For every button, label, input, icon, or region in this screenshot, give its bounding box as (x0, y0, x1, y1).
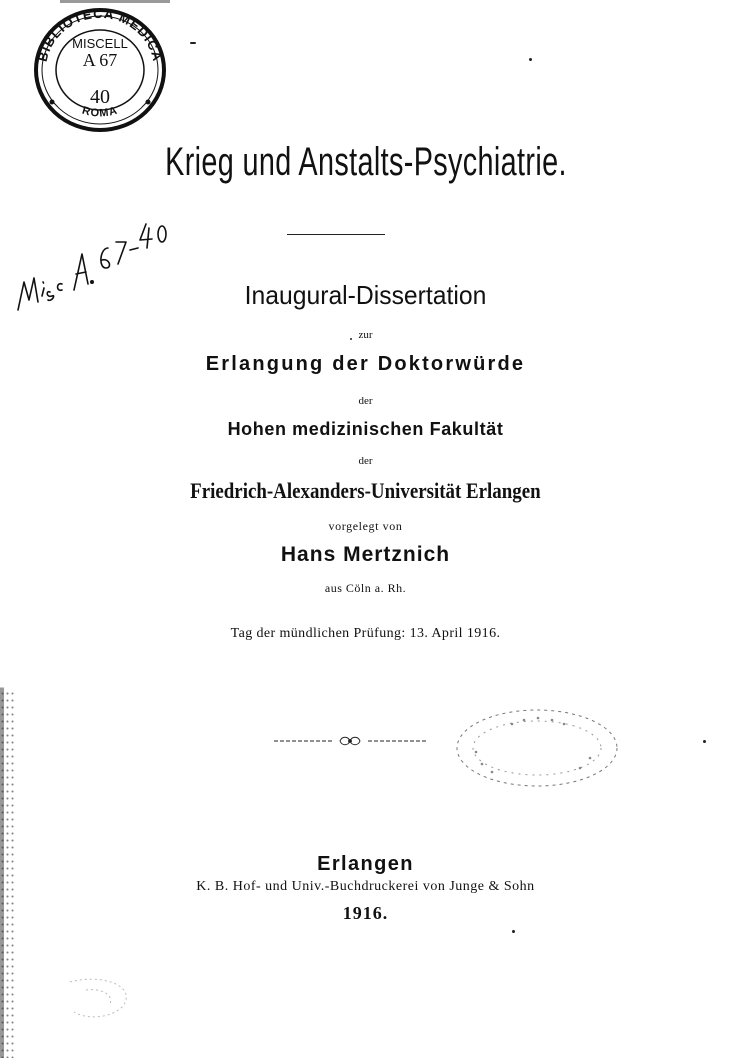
connector-zur: zur (358, 329, 373, 341)
scan-speck (703, 740, 706, 743)
presented-by-label: vorgelegt von (328, 519, 403, 533)
degree-line: Erlangung der Doktorwürde (205, 353, 526, 375)
document-title: Krieg und Anstalts-Psychiatrie. (165, 140, 567, 184)
stamp-code-line-1: MISCELL (72, 36, 128, 51)
imprint-city: Erlangen (317, 853, 414, 875)
connector-der-2: der (358, 455, 373, 467)
faculty-line: Hohen medizinischen Fakultät (227, 419, 504, 439)
imprint-printer: K. B. Hof- und Univ.-Buchdruckerei von Junge & Sohn (196, 879, 535, 894)
scan-speck (190, 42, 196, 44)
bleed-through-smudge (30, 970, 150, 1030)
title-divider (287, 234, 385, 235)
scan-speck (512, 930, 515, 933)
stamp-code-line-3: 40 (90, 86, 110, 108)
ornament-divider (272, 734, 428, 748)
university-line: Friedrich-Alexanders-Universität Erlangen (190, 478, 541, 503)
connector-der-1: der (358, 395, 373, 407)
svg-text:BIBLIOTECA MEDICA: BIBLIOTECA MEDICA (34, 6, 166, 64)
scan-speck (529, 58, 532, 61)
faint-stamp-icon (452, 706, 622, 790)
smudge-icon (30, 970, 150, 1030)
imprint-year: 1916. (342, 903, 389, 923)
library-stamp (30, 6, 170, 132)
dissertation-label: Inaugural-Dissertation (244, 280, 487, 310)
faint-library-stamp (452, 706, 622, 790)
svg-text:ROMA: ROMA (80, 104, 120, 120)
stamp-code-line-2: A 67 (82, 50, 118, 70)
author-origin: aus Cöln a. Rh. (324, 581, 407, 595)
ornament-icon (272, 734, 428, 748)
author-name: Hans Mertznich (280, 543, 451, 566)
exam-date: Tag der mündlichen Prüfung: 13. April 1916. (230, 626, 501, 641)
scan-speck (350, 338, 352, 340)
scan-top-strip (60, 0, 170, 3)
